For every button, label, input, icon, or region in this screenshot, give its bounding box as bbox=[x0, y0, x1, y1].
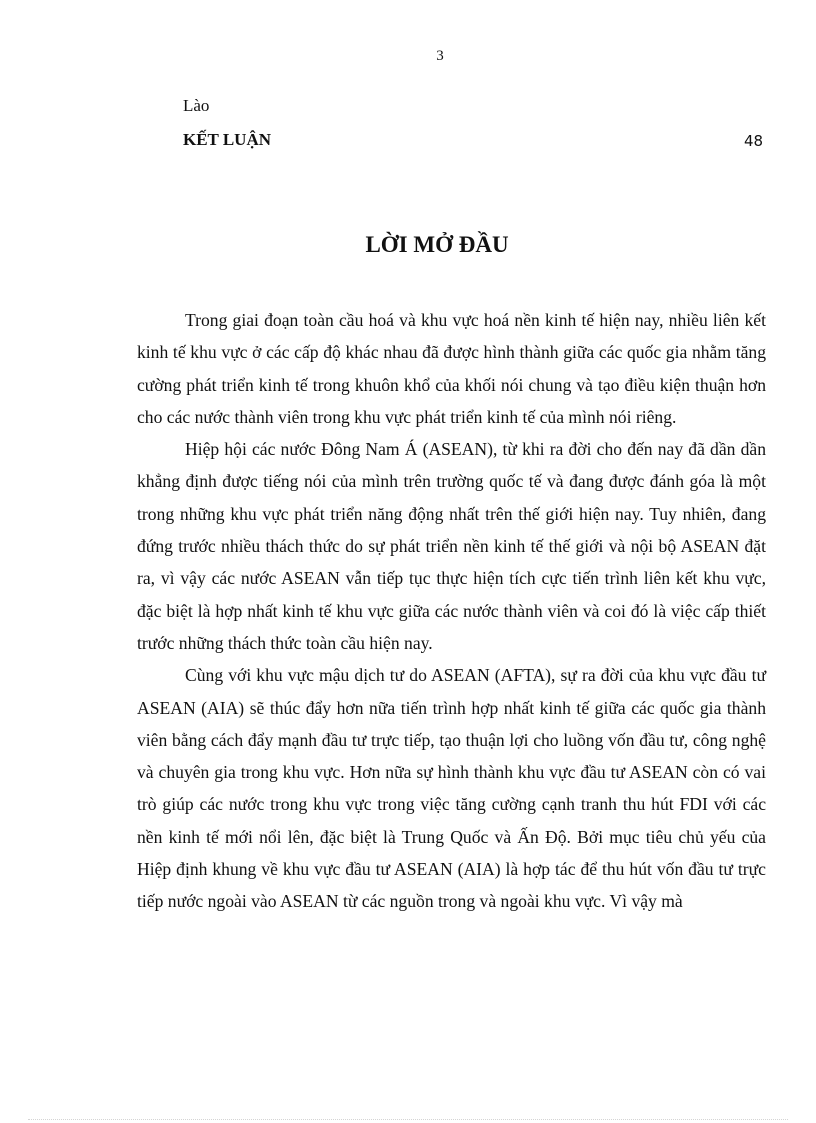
paragraph-2: Hiệp hội các nước Đông Nam Á (ASEAN), từ khi ra đời cho đến nay đã dần dần khẳng định được tiếng nói của mình trên trường quốc tế và đang được đánh góa là một trong những khu vực phát triển năng động nhất trên thế giới hiện nay. Tuy nhiên, đang đứng trước nhiều thách thức do sự phát triển nền kinh tế thế giới và nội bộ ASEAN đặt ra, vì vậy các nước ASEAN vẫn tiếp tục thực hiện tích cực tiến trình liên kết khu vực, đặc biệt là hợp nhất kinh tế khu vực giữa các nước thành viên và coi đó là việc cấp thiết trước những thách thức toàn cầu hiện nay. bbox=[137, 439, 766, 653]
page-number: 3 bbox=[436, 48, 444, 64]
footer-rule bbox=[28, 1119, 788, 1120]
paragraph-3: Cùng với khu vực mậu dịch tư do ASEAN (AFTA), sự ra đời của khu vực đầu tư ASEAN (AIA) sẽ thúc đẩy hơn nữa tiến trình hợp nhất kinh tế giữa các quốc gia thành viên bằng cách đẩy mạnh đầu tư trực tiếp, tạo thuận lợi cho luồng vốn đầu tư, công nghệ và chuyên gia trong khu vực. Hơn nữa sự hình thành khu vực đầu tư ASEAN còn có vai trò giúp các nước trong khu vực trong việc tăng cường cạnh tranh thu hút FDI với các nền kinh tế mới nổi lên, đặc biệt là Trung Quốc và Ấn Độ. Bởi mục tiêu chủ yếu của Hiệp định khung về khu vực đầu tư ASEAN (AIA) là hợp tác để thu hút vốn đầu tư trực tiếp nước ngoài vào ASEAN từ các nguồn trong và ngoài khu vực. Vì vậy mà bbox=[137, 665, 766, 912]
body-text bbox=[137, 304, 766, 918]
toc-entry-conclusion: KẾT LUẬN bbox=[183, 130, 272, 149]
toc-entry-lao: Lào bbox=[183, 96, 210, 115]
section-heading: LỜI MỞ ĐẦU bbox=[365, 232, 509, 257]
toc-entry-conclusion-page: 48 bbox=[744, 132, 764, 150]
paragraph-1: Trong giai đoạn toàn cầu hoá và khu vực hoá nền kinh tế hiện nay, nhiều liên kết kinh tế khu vực ở các cấp độ khác nhau đã được hình thành giữa các quốc gia nhằm tăng cường phát triển kinh tế trong khuôn khổ của khối nói chung và tạo điều kiện thuận hơn cho các nước thành viên trong khu vực phát triển kinh tế của mình nói riêng. bbox=[137, 310, 766, 427]
